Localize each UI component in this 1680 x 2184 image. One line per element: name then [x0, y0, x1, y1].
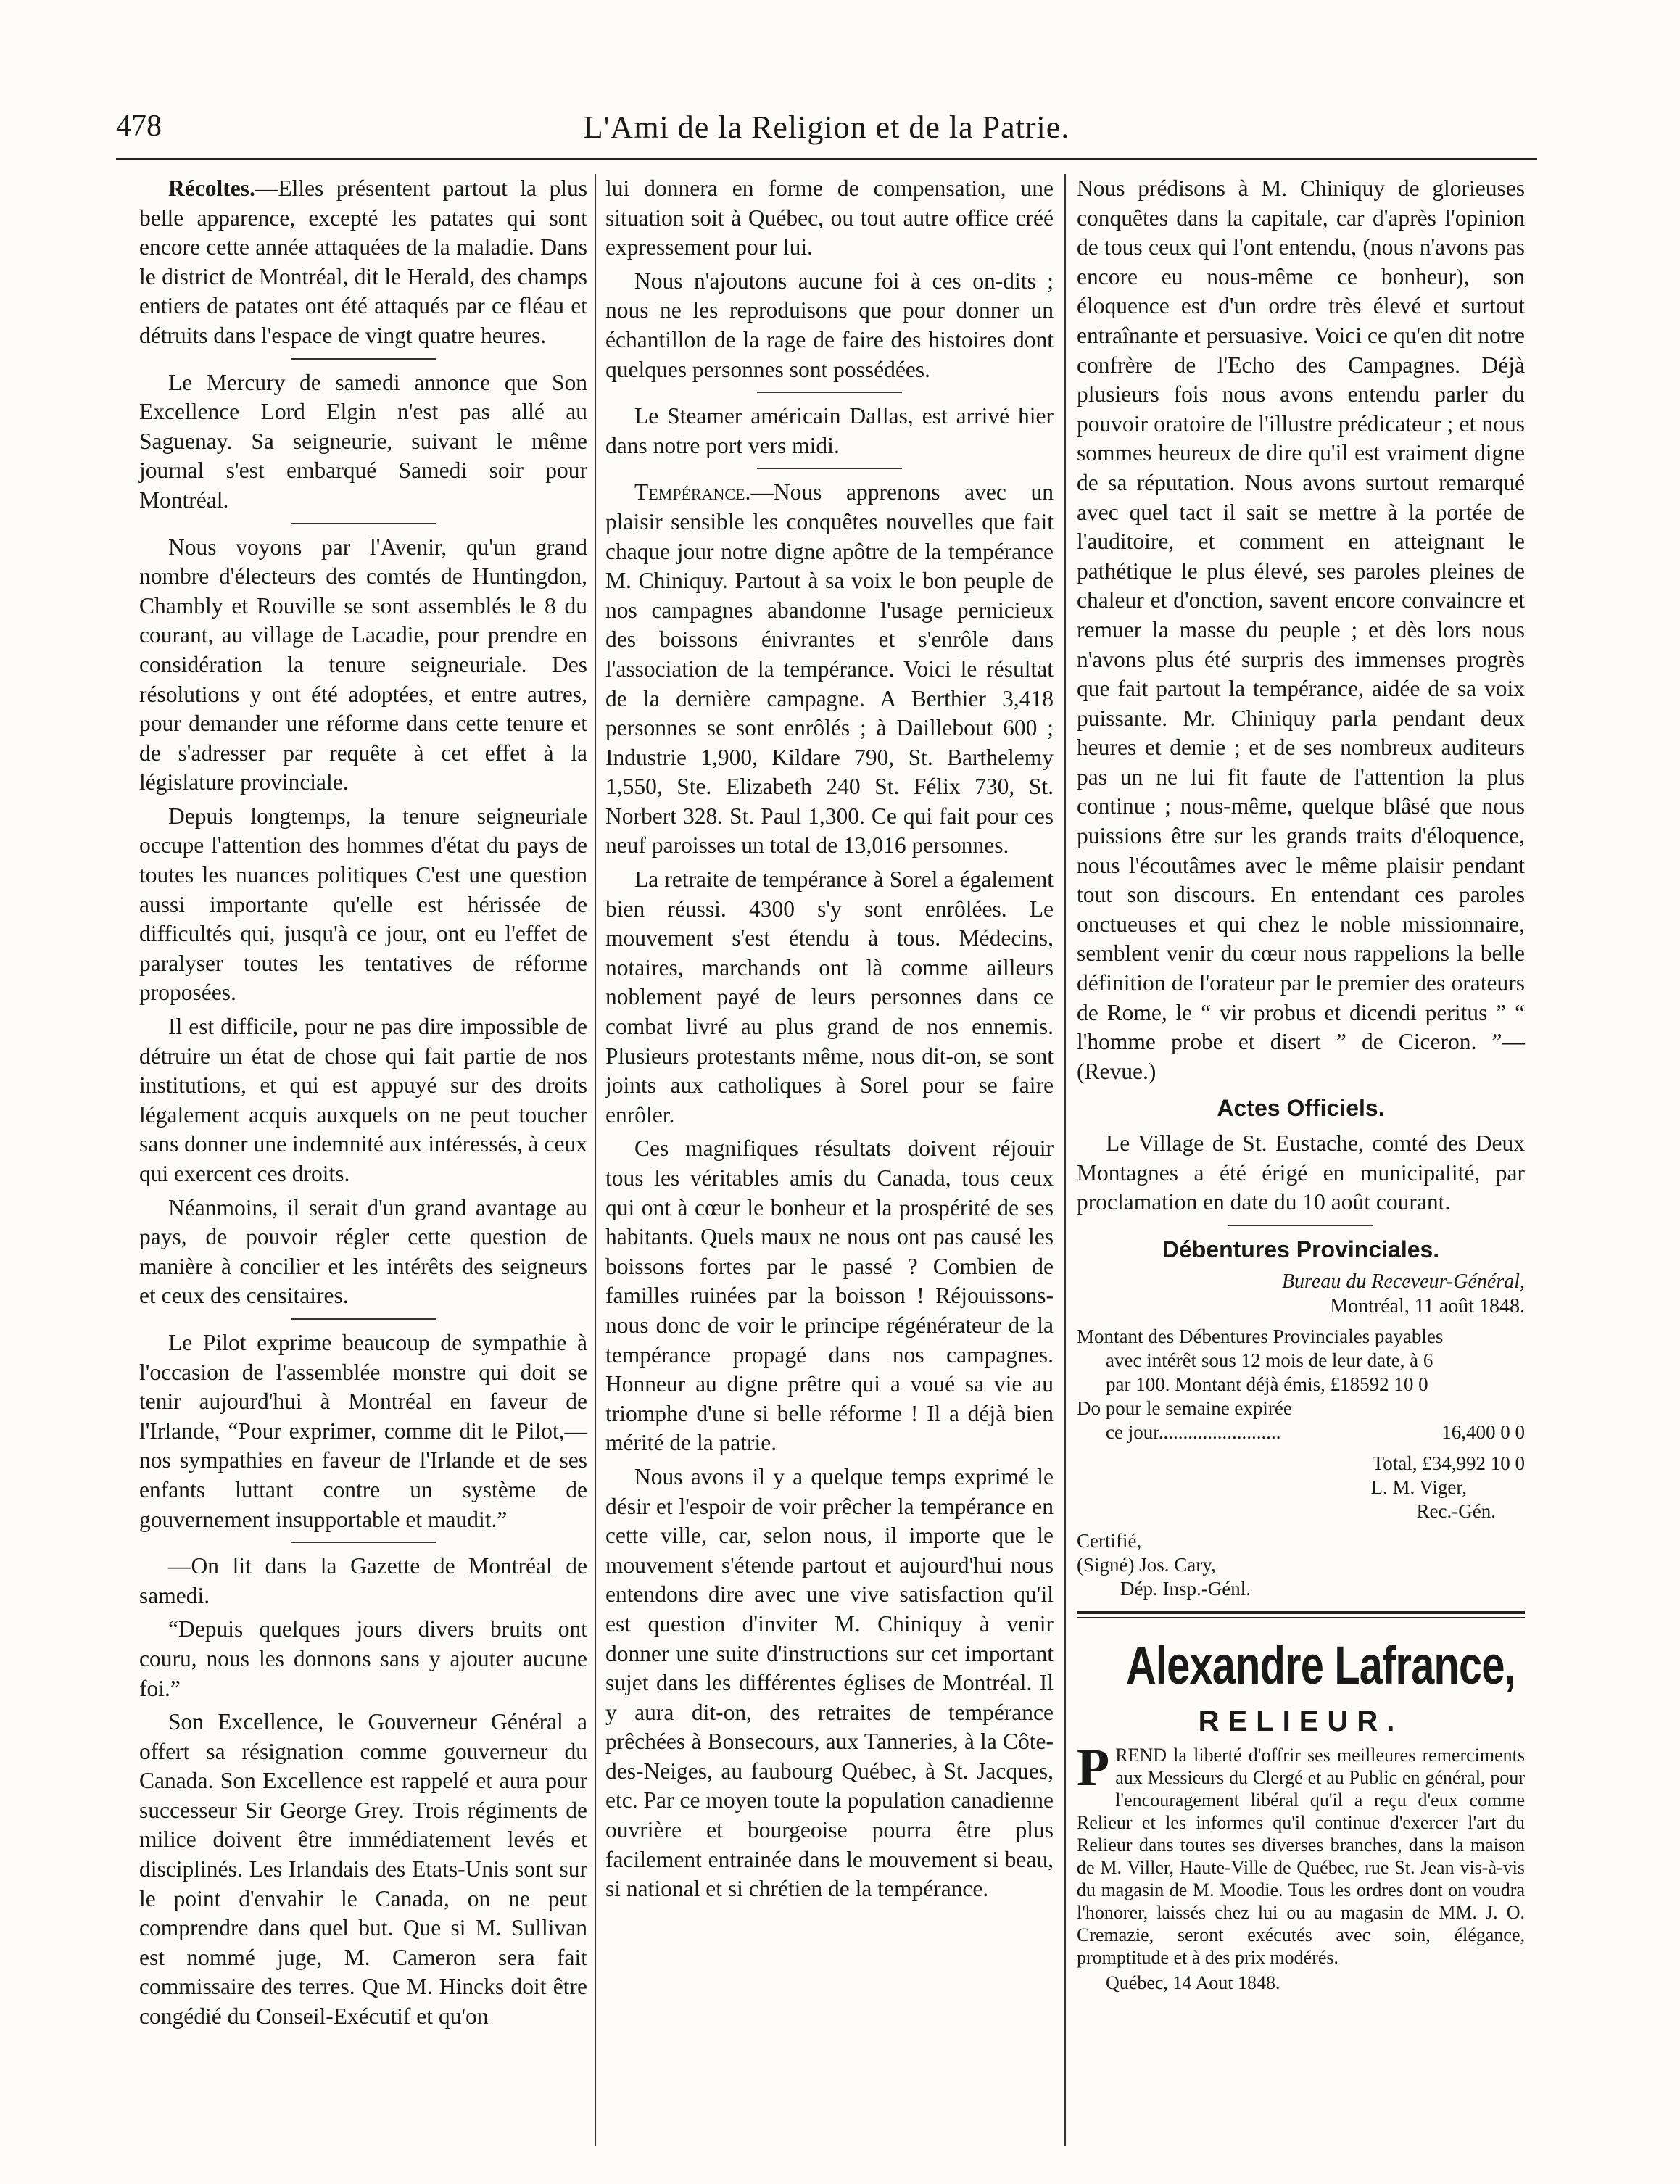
debentures-line-1: Montant des Débentures Provinciales payables — [1077, 1325, 1444, 1348]
ad-rule-thin — [1077, 1617, 1525, 1618]
column-3 — [1077, 174, 1525, 1994]
article-recoltes: Récoltes.—Elles présentent partout la plus belle apparence, excepté les patates qui sont encore cette année attaquées de la maladie. Dans le district de Montréal, dit le Herald, des champs entiers de patates ont été attaqués par ce fléau et détruits dans l'espace de vingt quatre heures. — [139, 175, 587, 348]
separator — [291, 1542, 436, 1543]
ad-name: Alexandre Lafrance, — [1125, 1635, 1515, 1696]
signe-title: Dép. Insp.-Génl. — [1120, 1578, 1251, 1600]
header-rule — [116, 158, 1537, 160]
article-chiniquy: Nous prédisons à M. Chiniquy de glorieuses conquêtes dans la capitale, car d'après l'opinion de tous ceux qui l'ont entendu, (nous n'avons pas encore eu nous-même ce bonheur), son éloquence est d'un ordre très élevé et surtout entraînante et persuasive. Voici ce qu'en dit notre confrère de l'Echo des Campagnes. Déjà plusieurs fois nous avons entendu parler du pouvoir oratoire de l'illustre prédicateur ; et nous sommes heureux de dire qu'il est vraiment digne de sa réputation. Nous avons surtout remarqué avec quel tact il sait se mettre à la portée de l'auditoire, et comment en atteignant le pathétique le plus élevé, ses paroles pleines de chaleur et d'onction, savent encore convaincre et remuer la masse du peuple ; et dès lors nous n'avons plus été surpris des immenses progrès que fait partout la tempérance, aidée de sa voix puissante. Mr. Chiniquy parla pendant deux heures et demie ; et de ses nombreux auditeurs pas un ne lui fit faute de l'attention la plus continue ; nous-même, quelque blâsé que nous puissions être sur les grands traits d'éloquence, nous l'écoutâmes avec le même plaisir pendant tout son discours. En entendant ces paroles onctueuses et qui chez le noble missionnaire, semblent venir du cœur nous rappelions la belle définition de l'orateur par le premier des orateurs de Rome, le “ vir probus et dicendi peritus ” “ l'homme probe et disert ” de Ciceron. ”—(Revue.) — [1077, 175, 1525, 1084]
column-divider-2 — [1064, 174, 1066, 2146]
debentures-line-2: avec intérêt sous 12 mois de leur date, à 6 — [1106, 1349, 1433, 1372]
signe: (Signé) Jos. Cary, — [1077, 1554, 1216, 1576]
certifie: Certifié, — [1077, 1530, 1142, 1552]
ad-rule-thick — [1077, 1611, 1525, 1614]
separator — [757, 468, 902, 469]
debentures-signer-title: Rec.-Gén. — [1416, 1500, 1496, 1523]
debentures-table — [1077, 1325, 1525, 1601]
column-2 — [605, 174, 1054, 1908]
ad-date: Québec, 14 Aout 1848. — [1106, 1972, 1280, 1993]
bureau-line-2: Montréal, 11 août 1848. — [1330, 1295, 1525, 1318]
debentures-signer: L. M. Viger, — [1370, 1476, 1467, 1499]
article-compensation: lui donnera en forme de compensation, une situation soit à Québec, ou tout autre office créé expressement pour lui. — [605, 175, 1054, 260]
column-1 — [139, 174, 587, 2036]
column-divider-1 — [595, 174, 596, 2146]
article-resultats: Ces magnifiques résultats doivent réjouir tous les véritables amis du Canada, tous ceux qui ont à cœur le bonheur et la prospérité de ses habitants. Quels maux ne nous ont pas causé les boissons fortes par le passé ? Combien de familles ruinées par la boisson ! Réjouissons-nous donc de voir le principe régénérateur de la tempérance propagé dans nos campagnes. Honneur au digne prêtre qui a voué sa vie au triomphe d'une si belle réforme ! Il a déjà bien mérité de la patrie. — [605, 1136, 1054, 1456]
separator — [291, 358, 436, 360]
recoltes-lead: Récoltes. — [168, 175, 255, 201]
article-montreal: Nous avons il y a quelque temps exprimé le désir et l'espoir de voir prêcher la tempérance en cette ville, car, selon nous, il importe que le mouvement s'étende partout et aujourd'hui nous entendons dire avec une vive satisfaction qu'il est question d'inviter M. Chiniquy à venir donner une suite d'instructions sur cet important sujet dans les différentes églises de Montréal. Il y aura dit-on, des retraites de tempérance prêchées à Bonsecours, aux Tanneries, à la Côte-des-Neiges, au faubourg Québec, à St. Jacques, etc. Par ce moyen toute la population canadienne ouvrière et bourgeoise pourra être plus facilement entrainée dans le mouvement si beau, si national et si chrétien de la tempérance. — [605, 1463, 1054, 1902]
bureau-line-1: Bureau du Receveur-Général, — [1281, 1270, 1525, 1294]
article-gazette: —On lit dans la Gazette de Montréal de samedi. — [139, 1553, 587, 1608]
article-on-dits: Nous n'ajoutons aucune foi à ces on-dits ; nous ne les reproduisons que pour donner un échantillon de la rage de faire des histoires dont quelques personnes sont possédées. — [605, 268, 1054, 382]
separator — [291, 1318, 436, 1320]
actes-officiels-text: Le Village de St. Eustache, comté des Deux Montagnes a été érigé en municipalité, par proclamation en date du 10 août courant. — [1077, 1130, 1525, 1215]
separator — [291, 523, 436, 524]
debentures-line-4: Do pour le semaine expirée — [1077, 1397, 1292, 1420]
ad-body: PREND la liberté d'offrir ses meilleures remerciments aux Messieurs du Clergé et au Public en général, pour l'encouragement libéral qu'il a reçu d'eux comme Relieur et les informes qu'il continue d'exercer l'art du Relieur dans toutes ses diverses branches, dans la maison de M. Viller, Haute-Ville de Québec, rue St. Jean vis-à-vis du magasin de M. Moodie. Tous les ordres dont on voudra l'honorer, laissés chez lui ou au magasin de MM. J. O. Cremazie, seront exécutés avec soin, élégance, promptitude et à des prix modérés. — [1077, 1737, 1525, 1968]
article-gouverneur: Son Excellence, le Gouverneur Général a offert sa résignation comme gouverneur du Canada. Son Excellence est rappelé et aura pour successeur Sir George Grey. Trois régiments de milice doivent être immédiatement levés et disciplinés. Les Irlandais des Etats-Unis sont sur le point d'envahir le Canada, on ne peut comprendre dans quel but. Que si M. Sullivan est nommé juge, M. Cameron sera fait commissaire des terres. Que M. Hincks doit être congédié du Conseil-Exécutif et qu'on — [139, 1709, 587, 2030]
article-tenure-1: Depuis longtemps, la tenure seigneuriale occupe l'attention des hommes d'état du pays de toutes les nuances politiques C'est une question aussi importante qu'elle est hérissée de difficultés qui, jusqu'à ce jour, ont eu l'effet de paralyser toutes les tentatives de réforme proposées. — [139, 803, 587, 1006]
page-number: 478 — [116, 109, 162, 143]
temperance-lead: Tempérance. — [634, 479, 751, 505]
debentures-total: Total, £34,992 10 0 — [1372, 1452, 1525, 1475]
article-temperance: Tempérance.—Nous apprenons avec un plaisir sensible les conquêtes nouvelles que fait chaque jour notre digne apôtre de la tempérance M. Chiniquy. Partout à sa voix le bon peuple de nos campagnes abandonne l'usage pernicieux des boissons énivrantes et s'enrôle dans l'association de la tempérance. Voici le résultat de la dernière campagne. A Berthier 3,418 personnes se sont enrôlés ; à Daillebout 600 ; Industrie 1,900, Kildare 790, St. Barthelemy 1,550, Ste. Elizabeth 240 St. Félix 730, St. Norbert 328. St. Paul 1,300. Ce qui fait pour ces neuf paroisses un total de 13,016 personnes. — [605, 479, 1054, 859]
article-avenir: Nous voyons par l'Avenir, qu'un grand nombre d'électeurs des comtés de Huntingdon, Chambly et Rouville se sont assemblés le 8 du courant, au village de Lacadie, pour prendre en considération la tenure seigneuriale. Des résolutions y ont été adoptées, et entre autres, pour demander une réforme dans cette tenure et de s'adresser par requête à cet effet à la législature provinciale. — [139, 534, 587, 795]
article-sorel: La retraite de tempérance à Sorel a également bien réussi. 4300 s'y sont enrôlées. Le mouvement s'est étendu à tous. Médecins, notaires, marchands ont là comme ailleurs noblement payé de leurs personnes dans ce combat livré au plus grand de nos ennemis. Plusieurs protestants même, nous dit-on, se sont joints aux catholiques à Sorel pour se faire enrôler. — [605, 866, 1054, 1128]
ad-trade: RELIEUR. — [1198, 1705, 1404, 1738]
ad-drop-cap: P — [1077, 1737, 1110, 1798]
article-gazette-quote: “Depuis quelques jours divers bruits ont couru, nous les donnons sans y ajouter aucune foi.” — [139, 1616, 587, 1701]
article-pilot: Le Pilot exprime beaucoup de sympathie à l'occasion de l'assemblée monstre qui doit se tenir aujourd'hui à Montréal en faveur de l'Irlande, “Pour exprimer, comme dit le Pilot,—nos sympathies en faveur de l'Irlande et de ses enfants luttant contre un système de gouvernement insupportable et maudit.” — [139, 1329, 587, 1532]
article-steamer: Le Steamer américain Dallas, est arrivé hier dans notre port vers midi. — [605, 403, 1054, 458]
article-tenure-2: Il est difficile, pour ne pas dire impossible de détruire un état de chose qui fait partie de nos institutions, et qui est appuyé sur des droits légalement acquis auxquels on ne peut toucher sans donner une indemnité aux intéressés, à ceux qui exercent ces droits. — [139, 1014, 587, 1186]
separator — [1228, 1225, 1373, 1226]
page-header — [116, 109, 1537, 152]
debentures-line-5: ce jour......................... 16,400 0 0 — [1106, 1421, 1525, 1444]
debentures-line-3: par 100. Montant déjà émis, £18592 10 0 — [1106, 1373, 1428, 1396]
debentures-heading: Débentures Provinciales. — [1162, 1236, 1440, 1262]
article-mercury: Le Mercury de samedi annonce que Son Excellence Lord Elgin n'est pas allé au Saguenay. Sa seigneurie, suivant le même journal s'est embarqué Samedi soir pour Montréal. — [139, 369, 587, 513]
article-tenure-3: Néanmoins, il serait d'un grand avantage au pays, de pouvoir régler cette question de manière à concilier et les intérêts des seigneurs et ceux des censitaires. — [139, 1194, 587, 1309]
separator — [757, 392, 902, 393]
newspaper-title: L'Ami de la Religion et de la Patrie. — [583, 109, 1070, 145]
actes-officiels-heading: Actes Officiels. — [1217, 1095, 1385, 1122]
